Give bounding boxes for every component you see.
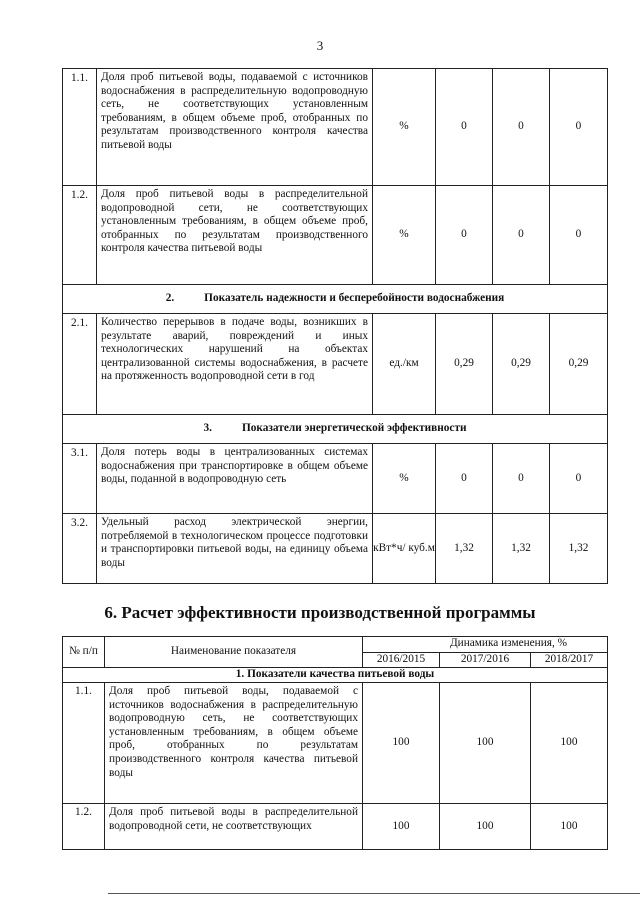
row-description: Доля проб питьевой воды в распределительной водопроводной сети, не соответствующих	[105, 804, 363, 850]
page-number: 3	[316, 38, 324, 53]
section-number: 2.	[165, 292, 175, 305]
row-value-2: 0,29	[493, 314, 550, 415]
row-number: 3.1.	[63, 444, 97, 514]
header-row	[63, 637, 608, 653]
row-value-2: 0	[493, 186, 550, 285]
row-number: 1.2.	[63, 186, 97, 285]
row-value-2: 0	[493, 444, 550, 514]
table-row	[63, 683, 608, 804]
row-description: Доля проб питьевой воды, подаваемой с источников водоснабжения в распределительную водопроводную сеть, не соответствующих установленным требованиям, в общем объеме проб, отобранных по результатам производственного контроля качества питьевой воды	[105, 683, 363, 804]
section-name: Показатели энергетической эффективности	[241, 422, 467, 435]
row-value-3: 100	[531, 804, 608, 850]
row-value-2: 1,32	[493, 514, 550, 584]
page-edge-line	[108, 893, 640, 894]
row-unit: %	[373, 186, 436, 285]
column-name-header: Наименование показателя	[105, 637, 363, 668]
row-value-1: 0,29	[436, 314, 493, 415]
row-unit: %	[373, 69, 436, 186]
year-column-2: 2017/2016	[440, 652, 531, 668]
table-row	[63, 514, 608, 584]
year-column-3: 2018/2017	[531, 652, 608, 668]
section-title-2	[63, 285, 608, 314]
row-value-3: 0	[550, 186, 608, 285]
row-value-2: 100	[440, 804, 531, 850]
section-name: Показатель надежности и бесперебойности водоснабжения	[204, 292, 505, 305]
row-value-2: 100	[440, 683, 531, 804]
row-description: Доля проб питьевой воды, подаваемой с источников водоснабжения в распределительную водопроводную сеть, не соответствующих установленным требованиям, в общем объеме проб, отобранных по результатам производственного контроля качества питьевой воды	[97, 69, 373, 186]
table-row	[63, 186, 608, 285]
table-row	[63, 804, 608, 850]
row-number: 1.2.	[63, 804, 105, 850]
subsection-row	[63, 668, 608, 683]
row-value-2: 0	[493, 69, 550, 186]
indicators-table	[62, 68, 608, 584]
row-value-3: 1,32	[550, 514, 608, 584]
table-row	[63, 444, 608, 514]
row-number: 1.1.	[63, 69, 97, 186]
year-column-1: 2016/2015	[363, 652, 440, 668]
table-row	[63, 69, 608, 186]
row-value-1: 100	[363, 804, 440, 850]
efficiency-table	[62, 636, 608, 850]
row-value-3: 100	[531, 683, 608, 804]
row-description: Доля проб питьевой воды в распределительной водопроводной сети, не соответствующих установленным требованиям, в общем объеме проб, отобранных по результатам производственного контроля качества питьевой воды	[97, 186, 373, 285]
row-unit: ед./км	[373, 314, 436, 415]
row-value-3: 0	[550, 69, 608, 186]
row-description: Удельный расход электрической энергии, потребляемой в технологическом процессе подготовки и транспортировки питьевой воды, на единицу объема воды	[97, 514, 373, 584]
row-value-1: 0	[436, 186, 493, 285]
subsection-title: 1. Показатели качества питьевой воды	[63, 668, 608, 683]
section-number: 3.	[203, 422, 212, 435]
row-unit: кВт*ч/ куб.м	[373, 514, 436, 584]
section-heading: 6. Расчет эффективности производственной программы	[104, 603, 536, 622]
section-header	[63, 415, 608, 444]
row-value-1: 0	[436, 69, 493, 186]
column-number-header: № п/п	[63, 637, 105, 668]
row-description: Количество перерывов в подаче воды, возникших в результате аварий, повреждений и иных технологических нарушений на объектах централизованной системы водоснабжения, в расчете на протяженность водопроводной сети в год	[97, 314, 373, 415]
row-number: 1.1.	[63, 683, 105, 804]
table-row	[63, 314, 608, 415]
row-value-3: 0	[550, 444, 608, 514]
column-dynamics-header: Динамика изменения, %	[363, 637, 608, 653]
row-value-1: 1,32	[436, 514, 493, 584]
row-description: Доля потерь воды в централизованных системах водоснабжения при транспортировке в общем объеме воды, поданной в водопроводную сеть	[97, 444, 373, 514]
row-number: 2.1.	[63, 314, 97, 415]
row-value-3: 0,29	[550, 314, 608, 415]
row-unit: %	[373, 444, 436, 514]
row-number: 3.2.	[63, 514, 97, 584]
section-title-3	[63, 415, 608, 444]
row-value-1: 0	[436, 444, 493, 514]
section-header	[63, 285, 608, 314]
row-value-1: 100	[363, 683, 440, 804]
